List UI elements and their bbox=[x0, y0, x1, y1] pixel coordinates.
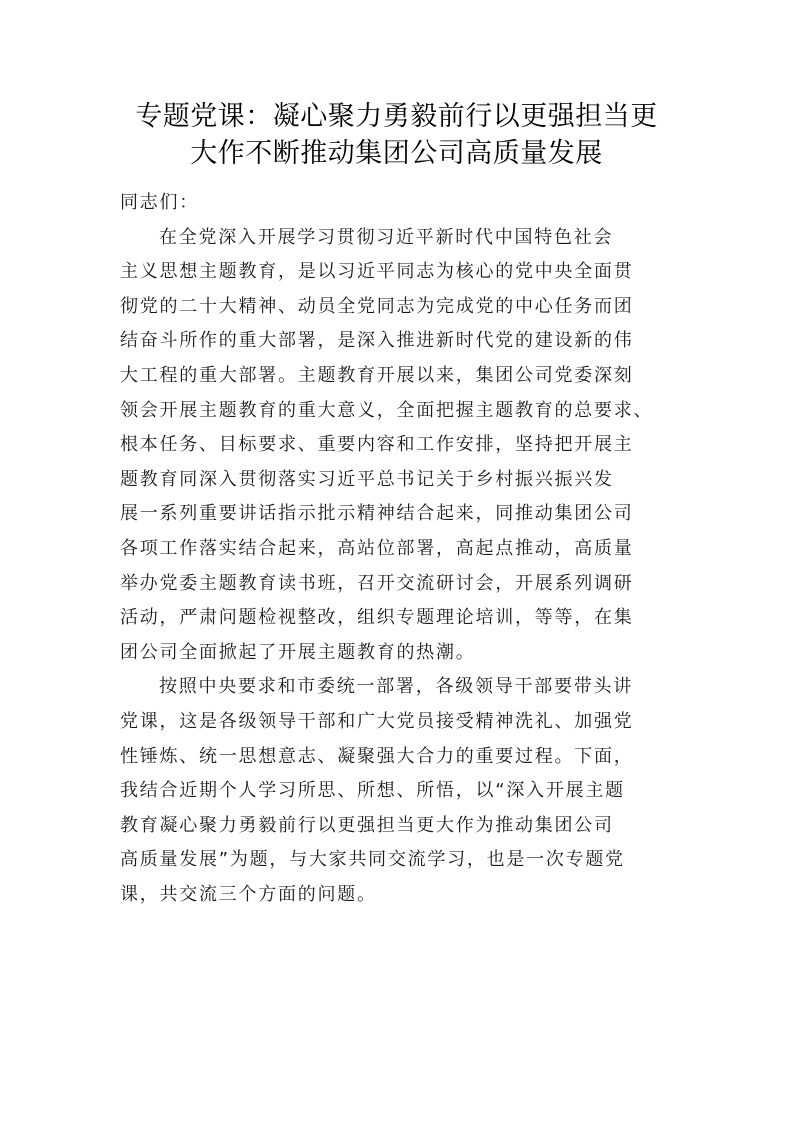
paragraph-2 bbox=[120, 670, 676, 912]
paragraph-line: 举办党委主题教育读书班，召开交流研讨会，开展系列调研 bbox=[120, 572, 634, 594]
paragraph-line: 党课，这是各级领导干部和广大党员接受精神洗礼、加强党 bbox=[120, 710, 634, 732]
paragraph-line: 团公司全面掀起了开展主题教育的热潮。 bbox=[120, 641, 476, 663]
title-line: 大作不断推动集团公司高质量发展 bbox=[190, 138, 603, 169]
paragraph-line: 高质量发展”为题，与大家共同交流学习，也是一次专题党 bbox=[120, 849, 625, 871]
paragraph-line: 题教育同深入贯彻落实习近平总书记关于乡村振兴振兴发 bbox=[120, 468, 614, 490]
paragraph-line: 我结合近期个人学习所思、所想、所悟，以“深入开展主题 bbox=[120, 780, 625, 802]
paragraph-line: 在全党深入开展学习贯彻习近平新时代中国特色社会 bbox=[159, 226, 614, 248]
paragraph-line: 性锤炼、统一思想意志、凝聚强大合力的重要过程。下面， bbox=[120, 745, 634, 767]
document-title bbox=[100, 98, 693, 172]
paragraph-line: 根本任务、目标要求、重要内容和工作安排，坚持把开展主 bbox=[120, 434, 634, 456]
paragraph-line: 活动，严肃问题检视整改，组织专题理论培训，等等，在集 bbox=[120, 607, 634, 629]
paragraph-line: 展一系列重要讲话指示批示精神结合起来，同推动集团公司 bbox=[120, 503, 634, 525]
paragraph-line: 各项工作落实结合起来，高站位部署，高起点推动，高质量 bbox=[120, 537, 634, 559]
paragraph-line: 彻党的二十大精神、动员全党同志为完成党的中心任务而团 bbox=[120, 295, 634, 317]
paragraph-line: 按照中央要求和市委统一部署，各级领导干部要带头讲 bbox=[159, 676, 633, 698]
salutation: 同志们： bbox=[120, 192, 199, 213]
paragraph-1 bbox=[120, 221, 676, 671]
paragraph-line: 结奋斗所作的重大部署，是深入推进新时代党的建设新的伟 bbox=[120, 330, 634, 352]
document-body bbox=[120, 186, 676, 912]
paragraph-line: 教育凝心聚力勇毅前行以更强担当更大作为推动集团公司 bbox=[120, 814, 614, 836]
paragraph-line: 大工程的重大部署。主题教育开展以来，集团公司党委深刻 bbox=[120, 364, 634, 386]
paragraph-line: 课，共交流三个方面的问题。 bbox=[120, 883, 377, 905]
title-line: 专题党课：凝心聚力勇毅前行以更强担当更 bbox=[135, 101, 658, 132]
paragraph-line: 主义思想主题教育，是以习近平同志为核心的党中央全面贯 bbox=[120, 261, 634, 283]
paragraph-line: 领会开展主题教育的重大意义，全面把握主题教育的总要求、 bbox=[120, 399, 654, 421]
